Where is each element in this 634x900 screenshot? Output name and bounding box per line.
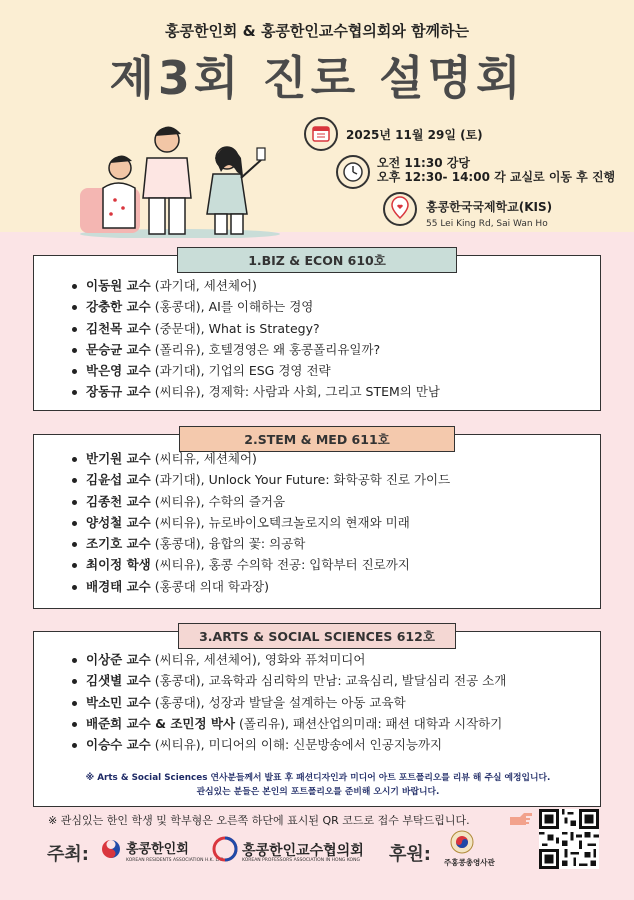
- event-title: 제3회 진로 설명회: [109, 51, 525, 105]
- list-item: 이상준 교수 (씨티유, 세션체어), 영화와 퓨쳐미디어: [72, 649, 506, 670]
- section-title: 2.STEM & MED 611호: [179, 426, 455, 452]
- list-item: 이승수 교수 (씨티유), 미디어의 이해: 신문방송에서 인공지능까지: [72, 734, 506, 755]
- org1-english-name: KOREAN RESIDENTS ASSOCIATION H.K. LTD.: [126, 858, 225, 863]
- speaker-list: [72, 649, 506, 755]
- section-arts-social: [33, 631, 601, 807]
- location-pin-icon: [383, 192, 417, 226]
- portfolio-note-line2: 관심있는 분들은 본인의 포트폴리오를 준비해 오시기 바랍니다.: [196, 787, 440, 797]
- list-item: 김종천 교수 (씨티유), 수학의 즐거움: [72, 491, 450, 512]
- list-item: 김샛별 교수 (홍콩대), 교육학과 심리학의 만남: 교육심리, 발달심리 전공 소개: [72, 670, 506, 691]
- section-biz-econ: [33, 255, 601, 411]
- list-item: 이동원 교수 (과기대, 세션체어): [72, 275, 440, 296]
- list-item: 반기원 교수 (씨티유, 세션체어): [72, 448, 450, 469]
- registration-qr-code[interactable]: [539, 809, 599, 869]
- list-item: 조기호 교수 (홍콩대), 융합의 꽃: 의공학: [72, 533, 450, 554]
- list-item: 김윤섭 교수 (과기대), Unlock Your Future: 화학공학 진로 가이드: [72, 469, 450, 490]
- list-item: 문승균 교수 (폴리유), 호텔경영은 왜 홍콩폴리유일까?: [72, 339, 440, 360]
- list-item: 배경태 교수 (홍콩대 의대 학과장): [72, 576, 450, 597]
- list-item: 강충한 교수 (홍콩대), AI를 이해하는 경영: [72, 296, 440, 317]
- section-title: 1.BIZ & ECON 610호: [177, 247, 457, 273]
- list-item: 양성철 교수 (씨티유), 뉴로바이오텍크놀로지의 현재와 미래: [72, 512, 450, 533]
- event-venue: 홍콩한국국제학교(KIS): [426, 200, 553, 214]
- registration-notice: ※ 관심있는 한인 학생 및 학부형은 오른쪽 하단에 표시된 QR 코드로 접수 부탁드립니다.: [48, 814, 470, 827]
- taegeuk-logo-icon: [100, 838, 122, 860]
- government-emblem-icon: [450, 830, 474, 854]
- speaker-list: [72, 275, 440, 403]
- list-item: 박소민 교수 (홍콩대), 성장과 발달을 설계하는 아동 교육학: [72, 692, 506, 713]
- event-date: 2025년 11월 29일 (토): [346, 128, 483, 142]
- section-stem-med: [33, 434, 601, 609]
- list-item: 박은영 교수 (과기대), 기업의 ESG 경영 전략: [72, 360, 440, 381]
- list-item: 장동규 교수 (씨티유), 경제학: 사람과 사회, 그리고 STEM의 만남: [72, 381, 440, 402]
- portfolio-note-line1: ※ Arts & Social Sciences 연사분들께서 발표 후 패션디자인과 미디어 아트 포트폴리오를 리뷰 해 주실 예정입니다.: [85, 773, 551, 783]
- org2-name: 홍콩한인교수협의회: [242, 843, 364, 859]
- list-item: 김천목 교수 (중문대), What is Strategy?: [72, 318, 440, 339]
- pointing-hand-icon: [508, 811, 534, 827]
- kpa-logo-icon: [212, 836, 238, 862]
- event-time-line1: 오전 11:30 강당: [377, 156, 470, 170]
- event-address: 55 Lei King Rd, Sai Wan Ho: [426, 219, 548, 229]
- event-time-line2: 오후 12:30- 14:00 각 교실로 이동 후 진행: [377, 170, 616, 184]
- event-subtitle: 홍콩한인회 & 홍콩한인교수협의회와 함께하는: [164, 22, 470, 40]
- calendar-icon: [304, 117, 338, 151]
- host-label: 주최:: [47, 844, 89, 865]
- sponsor-name: 주홍콩총영사관: [444, 858, 495, 867]
- clock-icon: [336, 155, 370, 189]
- people-illustration: [75, 118, 285, 238]
- list-item: 최이정 학생 (씨티유), 홍콩 수의학 전공: 입학부터 진로까지: [72, 554, 450, 575]
- org2-english-name: KOREAN PROFESSORS ASSOCIATION IN HONG KONG: [242, 858, 360, 863]
- list-item: 배준희 교수 & 조민정 박사 (폴리유), 패션산업의미래: 패션 대학과 시작하기: [72, 713, 506, 734]
- speaker-list: [72, 448, 450, 597]
- section-title: 3.ARTS & SOCIAL SCIENCES 612호: [178, 623, 456, 649]
- sponsor-label: 후원:: [389, 844, 431, 865]
- org1-name: 홍콩한인회: [126, 842, 189, 857]
